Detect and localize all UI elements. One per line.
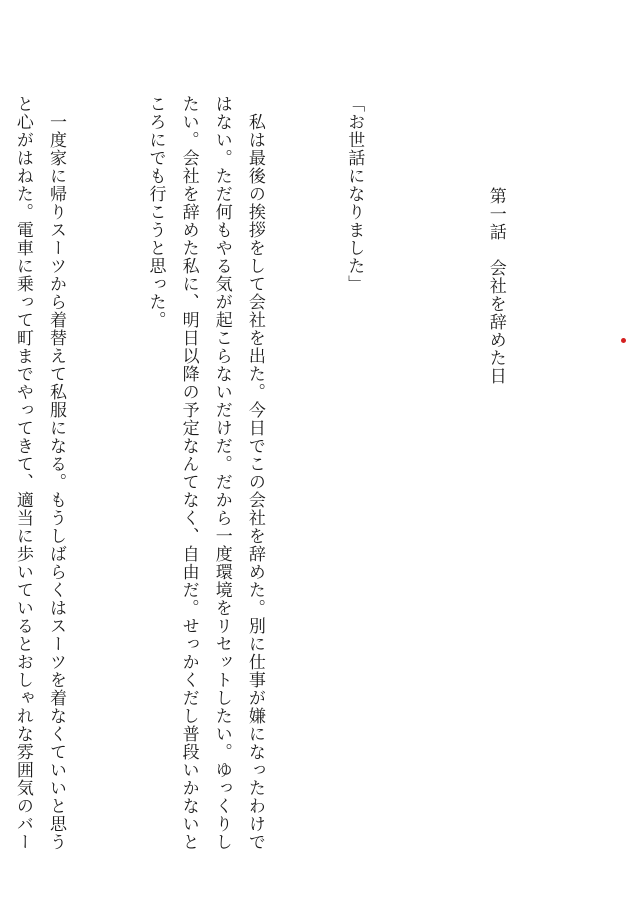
vertical-text-body	[0, 95, 578, 855]
paragraph-2: 私は最後の挨拶をして会社を出た。今日でこの会社を辞めた。別に仕事が嫌になったわけではない。ただ何もやる気が起こらないだけだ。だから一度環境をリセットしたい。ゆっくりしたい。会社を辞めた私に、明日以降の予定なんてなく、自由だ。せっかくだし普段いかないところにでも行こうと思った。	[145, 95, 265, 851]
page-marker-dot	[621, 338, 626, 343]
paragraph-3: 一度家に帰りスーツから着替えて私服になる。もうしばらくはスーツを着なくていいと思うと心がはねた。電車に乗って町までやってきて、適当に歩いているとおしゃれな雰囲気のバー	[12, 95, 67, 851]
chapter-title: 第一話 会社を辞めた日	[485, 187, 506, 385]
paragraph-1: 「お世話になりました」	[344, 95, 365, 293]
